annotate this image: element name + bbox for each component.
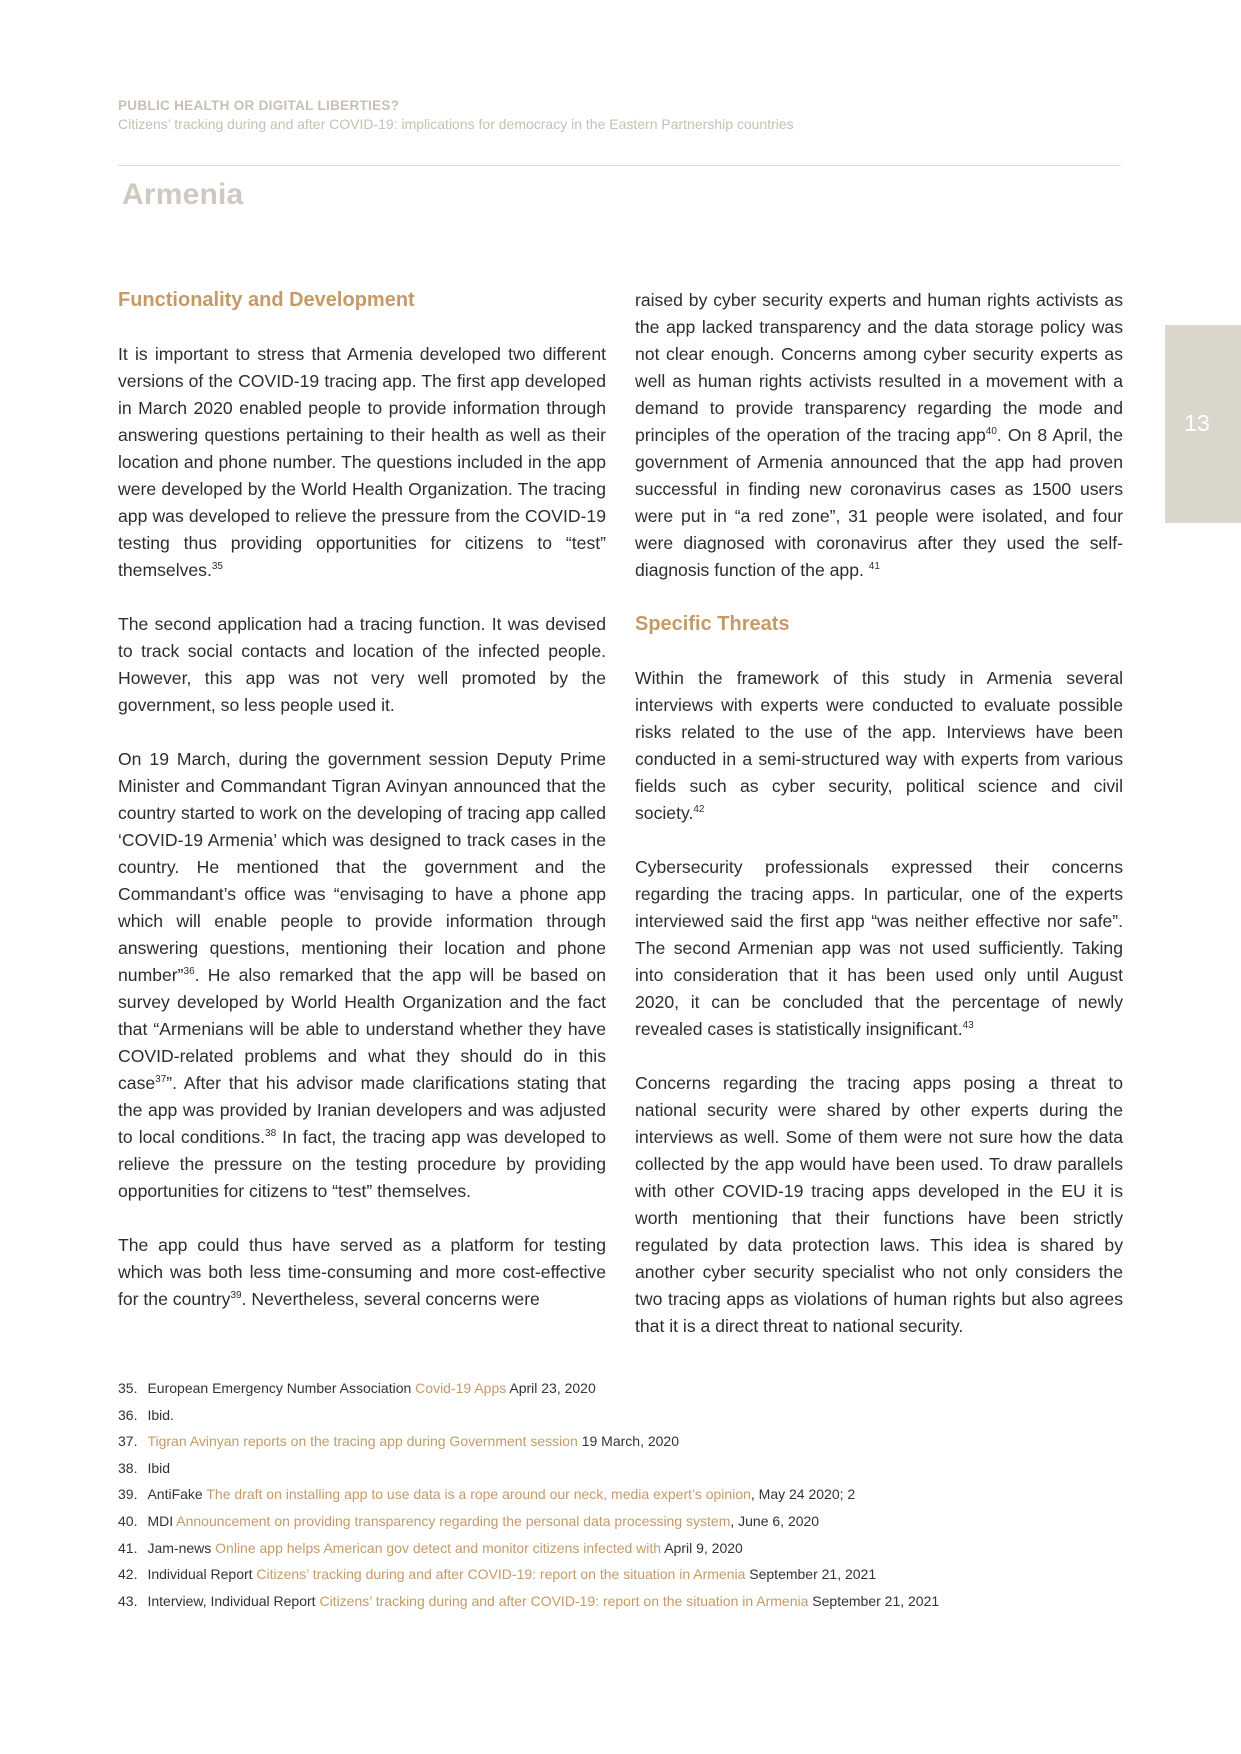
footnote-link[interactable]: Announcement on providing transparency regarding the personal data processing system (176, 1512, 731, 1529)
footnote-ref[interactable]: 37 (155, 1074, 167, 1086)
page-number: 13 (1184, 410, 1210, 436)
footnote-item: 35. European Emergency Number Association Covid-19 Apps April 23, 2020 (118, 1380, 596, 1396)
section-heading-threats: Specific Threats (635, 613, 790, 635)
paragraph: The second application had a tracing function. It was devised to track social contacts and location of the infected people. However, this app was not very well promoted by the government, so less people used it. (118, 614, 606, 715)
right-column (635, 287, 1123, 1340)
footnote-link[interactable]: Covid-19 Apps (415, 1380, 507, 1396)
footnote-item: 42. Individual Report Citizens’ tracking during and after COVID-19: report on the situation in Armenia September 21, 2021 (118, 1566, 877, 1583)
footnote-ref[interactable]: 35 (211, 561, 223, 573)
country-title: Armenia (122, 178, 244, 211)
footnote-item: 38. Ibid (118, 1459, 171, 1476)
footnote-link[interactable]: The draft on installing app to use data is a rope around our neck, media expert’s opinion (206, 1486, 751, 1503)
footnote-item: 39. AntiFake The draft on installing app to use data is a rope around our neck, media expert’s opinion, May 24 2020; 2 (118, 1486, 856, 1503)
footnote-ref[interactable]: 42 (693, 804, 705, 816)
footnote-item: 41. Jam-news Online app helps American gov detect and monitor citizens infected with April 9, 2020 (118, 1539, 743, 1556)
footnote-ref[interactable]: 38 (265, 1128, 277, 1140)
footnote-link[interactable]: Tigran Avinyan reports on the tracing app during Government session (147, 1433, 578, 1450)
footnote-item: 43. Interview, Individual Report Citizens’ tracking during and after COVID-19: report on the situation in Armenia September 21, 2021 (118, 1592, 940, 1609)
footnote-ref[interactable]: 43 (962, 1020, 974, 1032)
footnote-item: 37. Tigran Avinyan reports on the tracing app during Government session 19 March, 2020 (118, 1433, 679, 1450)
header-kicker: PUBLIC HEALTH OR DIGITAL LIBERTIES? (118, 98, 400, 113)
footnote-ref[interactable]: 36 (183, 966, 195, 978)
footnote-item: 40. MDI Announcement on providing transparency regarding the personal data processing system, June 6, 2020 (118, 1512, 820, 1529)
running-header (118, 97, 1118, 133)
footnote-ref[interactable]: 41 (868, 561, 880, 573)
paragraph: The app could thus have served as a platform for testing which was both less time-consuming and more cost-effective for the country$^{39}$. Nevertheless, several concerns were (118, 1235, 606, 1309)
header-subtitle: Citizens’ tracking during and after COVID-19: implications for democracy in the Eastern Partnership countries (118, 116, 794, 132)
paragraph: Concerns regarding the tracing apps posing a threat to national security were shared by other experts during the interviews as well. Some of them were not sure how the data collected by the app would have been used. To draw parallels with other COVID-19 tracing apps developed in the EU it is worth mentioning that their functions have been strictly regulated by data protection laws. This idea is shared by another cyber security specialist who not only considers the two tracing apps as violations of human rights but also agrees that it is a direct threat to national security. (635, 1073, 1123, 1336)
left-column (118, 287, 606, 1313)
footnote-item: 36. Ibid. (118, 1406, 174, 1423)
footnote-ref[interactable]: 40 (985, 426, 997, 438)
footnotes (118, 1375, 1121, 1614)
section-heading-functionality: Functionality and Development (118, 289, 415, 311)
footnote-link[interactable]: Online app helps American gov detect and monitor citizens infected with (215, 1539, 662, 1556)
paragraph: It is important to stress that Armenia developed two different versions of the COVID-19 tracing app. The first app developed in March 2020 enabled people to provide information through answering questions pertaining to their health as well as their location and phone number. The questions included in the app were developed by the World Health Organization. The tracing app was developed to relieve the pressure from the COVID-19 testing thus providing opportunities for citizens to “test” themselves.$^{35}$ (118, 344, 606, 580)
footnote-link[interactable]: Citizens’ tracking during and after COVID-19: report on the situation in Armenia (319, 1592, 809, 1609)
paragraph: Within the framework of this study in Armenia several interviews with experts were conducted to evaluate possible risks related to the use of the app. Interviews have been conducted in a semi-structured way with experts from various fields such as cyber security, political science and civil society.$^{42}$ (635, 668, 1123, 823)
footnote-ref[interactable]: 39 (230, 1290, 242, 1302)
paragraph: Cybersecurity professionals expressed their concerns regarding the tracing apps. In particular, one of the experts interviewed said the first app “was neither effective nor safe”. The second Armenian app was not used sufficiently. Taking into consideration that it has been used only until August 2020, it can be concluded that the percentage of newly revealed cases is statistically insignificant.$^{43}$ (635, 857, 1123, 1039)
footnote-link[interactable]: Citizens’ tracking during and after COVID-19: report on the situation in Armenia (256, 1566, 746, 1583)
paragraph: raised by cyber security experts and human rights activists as the app lacked transparency and the data storage policy was not clear enough. Concerns among cyber security experts as well as human rights activists resulted in a movement with a demand to provide transparency regarding the mode and principles of the operation of the tracing app$^{40}$. On 8 April, the government of Armenia announced that the app had proven successful in finding new coronavirus cases as 1500 users were put in “a red zone”, 31 people were isolated, and four were diagnosed with coronavirus after they used the self-diagnosis function of the app. $^{41}$ (635, 290, 1123, 580)
header-divider (118, 165, 1121, 166)
paragraph: On 19 March, during the government session Deputy Prime Minister and Commandant Tigran Avinyan announced that the country started to work on the developing of tracing app called ‘COVID-19 Armenia’ which was designed to track cases in the country. He mentioned that the government and the Commandant’s office was “envisaging to have a phone app which will enable people to provide information through answering questions, mentioning their location and phone number”$^{36}$. He also remarked that the app will be based on survey developed by World Health Organization and the fact that “Armenians will be able to understand whether they have COVID-related problems and what they should do in this case$^{37}$”. After that his advisor made clarifications stating that the app was provided by Iranian developers and was adjusted to local conditions.$^{38}$ In fact, the tracing app was developed to relieve the pressure on the testing procedure by providing opportunities for citizens to “test” themselves. (118, 749, 606, 1201)
